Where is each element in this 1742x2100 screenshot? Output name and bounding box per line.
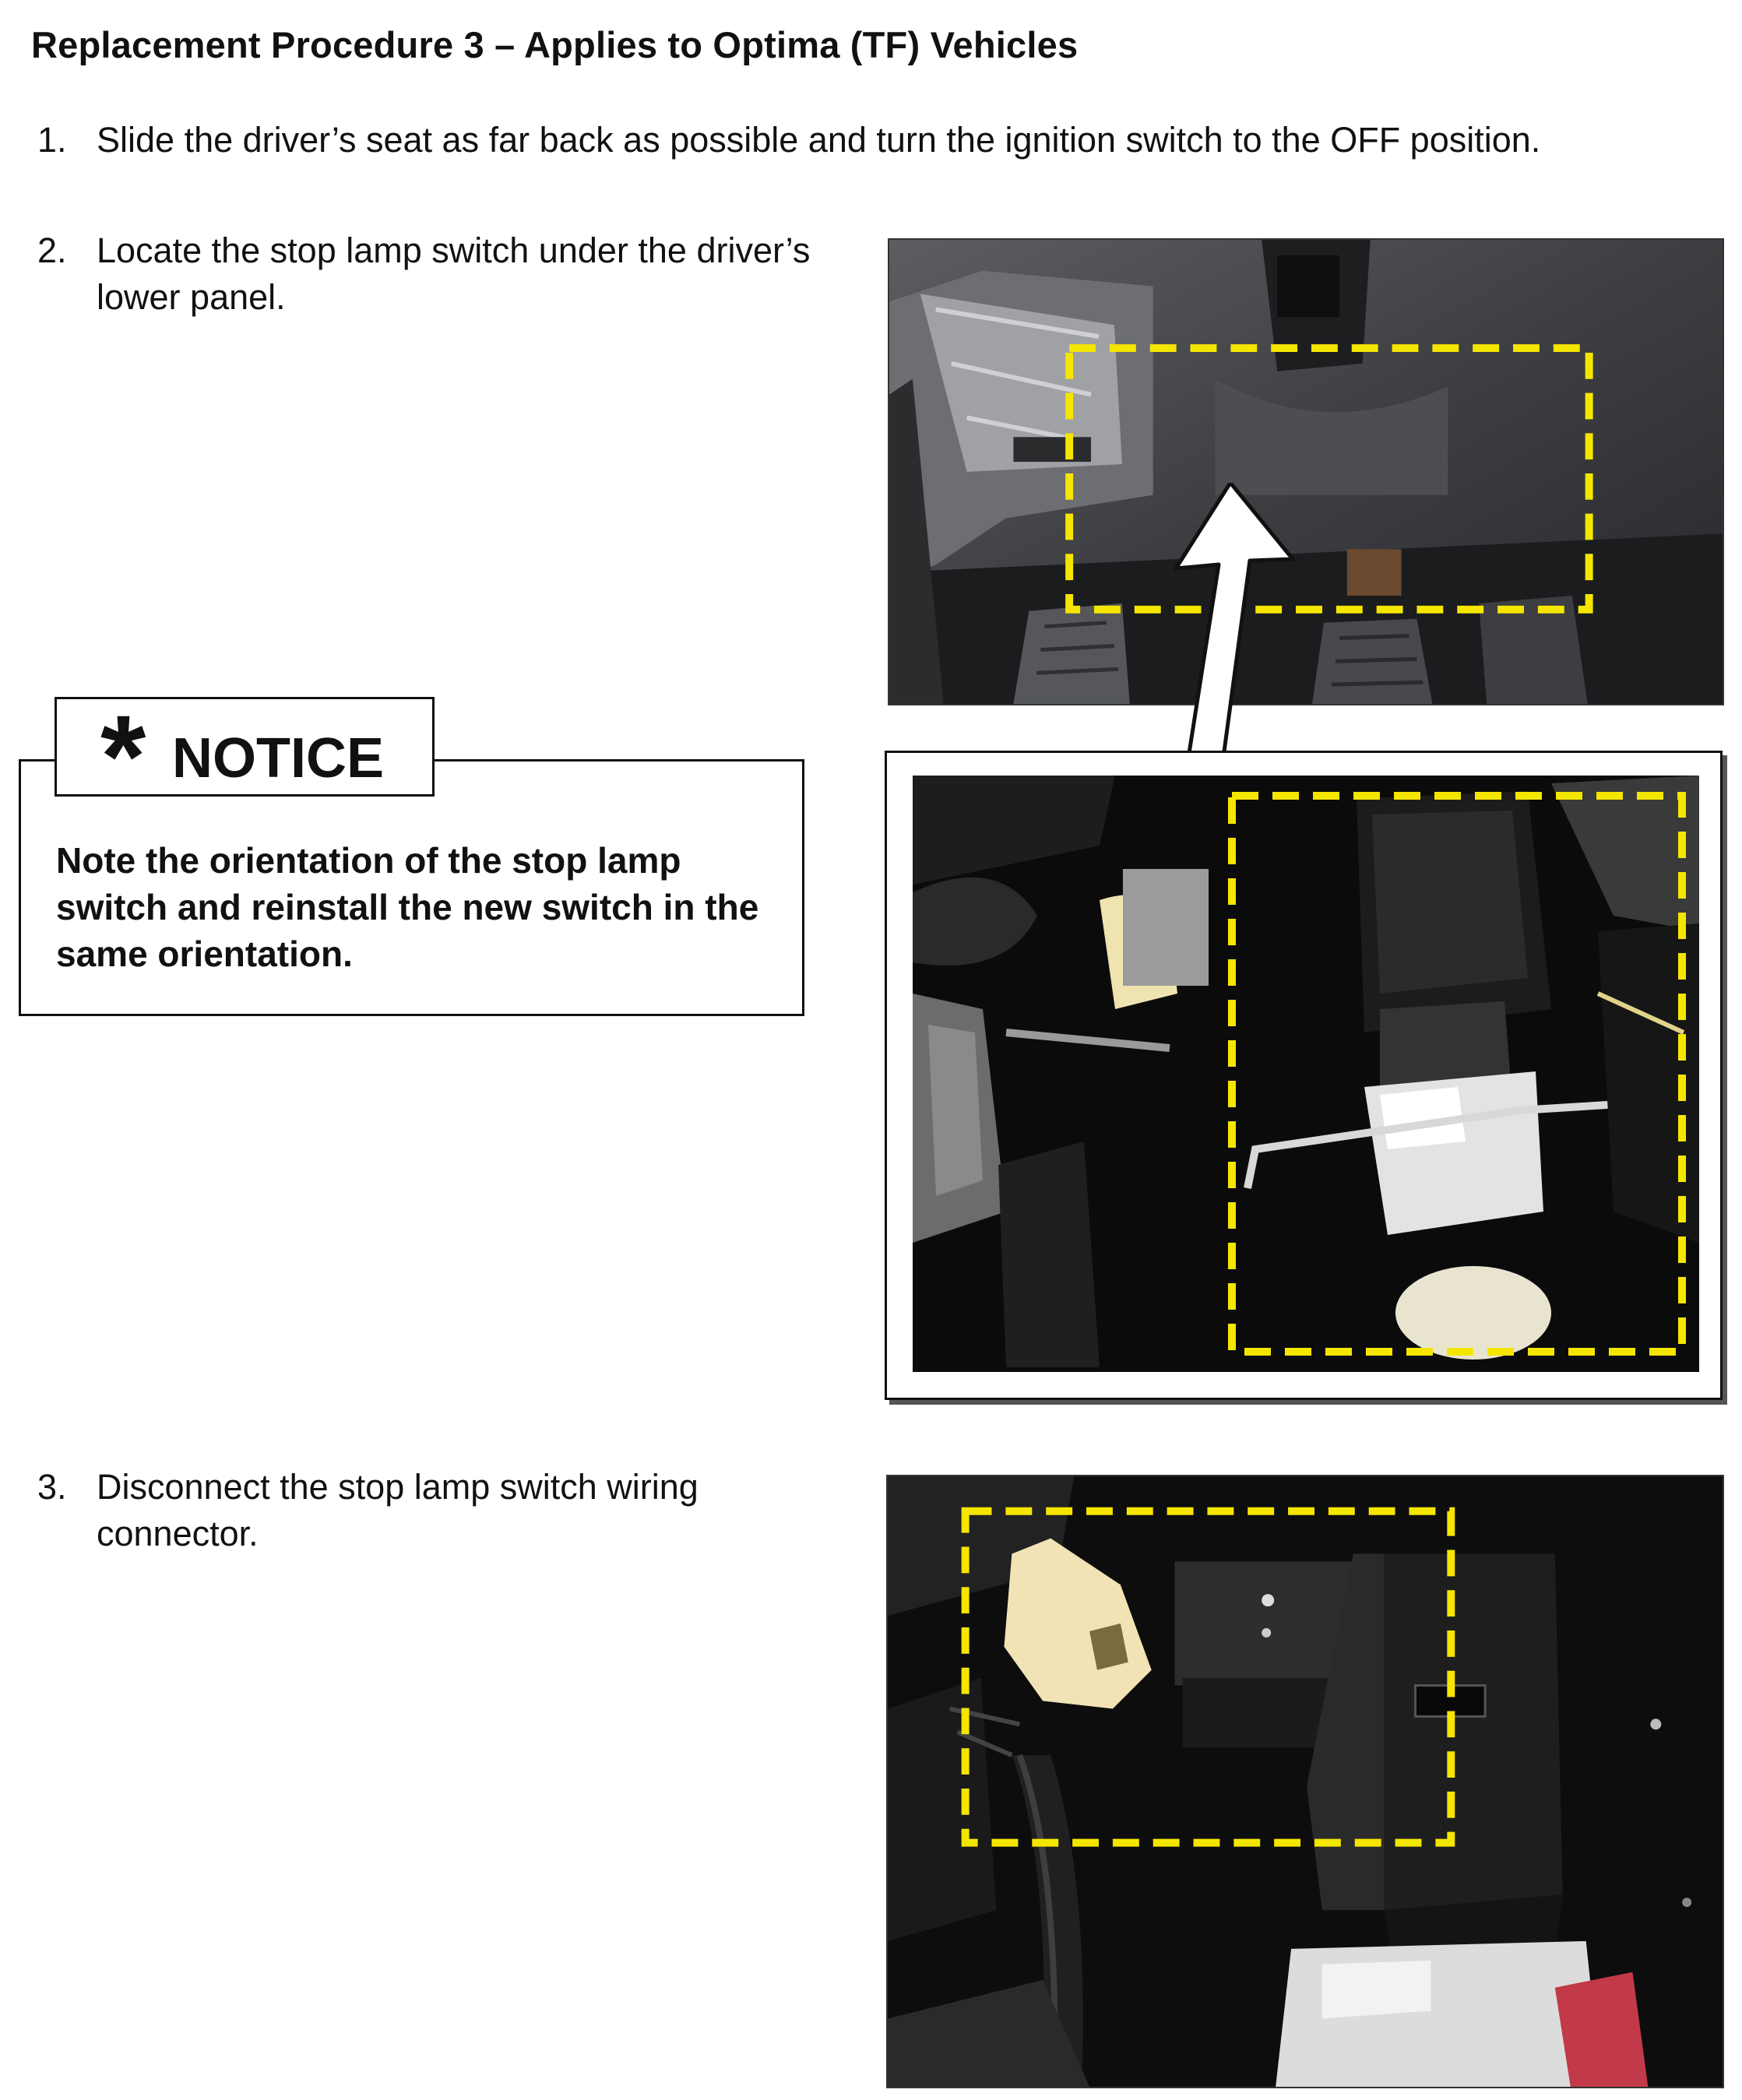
step-text: Locate the stop lamp switch under the driver’s lower panel.	[97, 230, 811, 317]
step-text: Slide the driver’s seat as far back as possible and turn the ignition switch to the OFF position.	[97, 120, 1541, 160]
asterisk-icon: *	[100, 691, 146, 821]
notice-text: Note the orientation of the stop lamp switch and reinstall the new switch in the same orientation.	[56, 840, 759, 974]
step-text: Disconnect the stop lamp switch wiring connector.	[97, 1467, 699, 1553]
step-2	[31, 227, 857, 321]
step-number: 3.	[37, 1467, 67, 1507]
notice-tab	[55, 691, 435, 821]
notice-title: NOTICE	[172, 727, 385, 790]
step-3	[31, 1464, 810, 1557]
stop-lamp-switch-photo	[913, 776, 1699, 1372]
page-title: Replacement Procedure 3 – Applies to Optima (TF) Vehicles	[31, 24, 1079, 65]
callout-arrow-icon	[1168, 483, 1363, 763]
step-1	[31, 117, 1705, 164]
step-number: 2.	[37, 230, 67, 270]
step-number: 1.	[37, 120, 67, 160]
wiring-connector-photo	[886, 1475, 1724, 2088]
